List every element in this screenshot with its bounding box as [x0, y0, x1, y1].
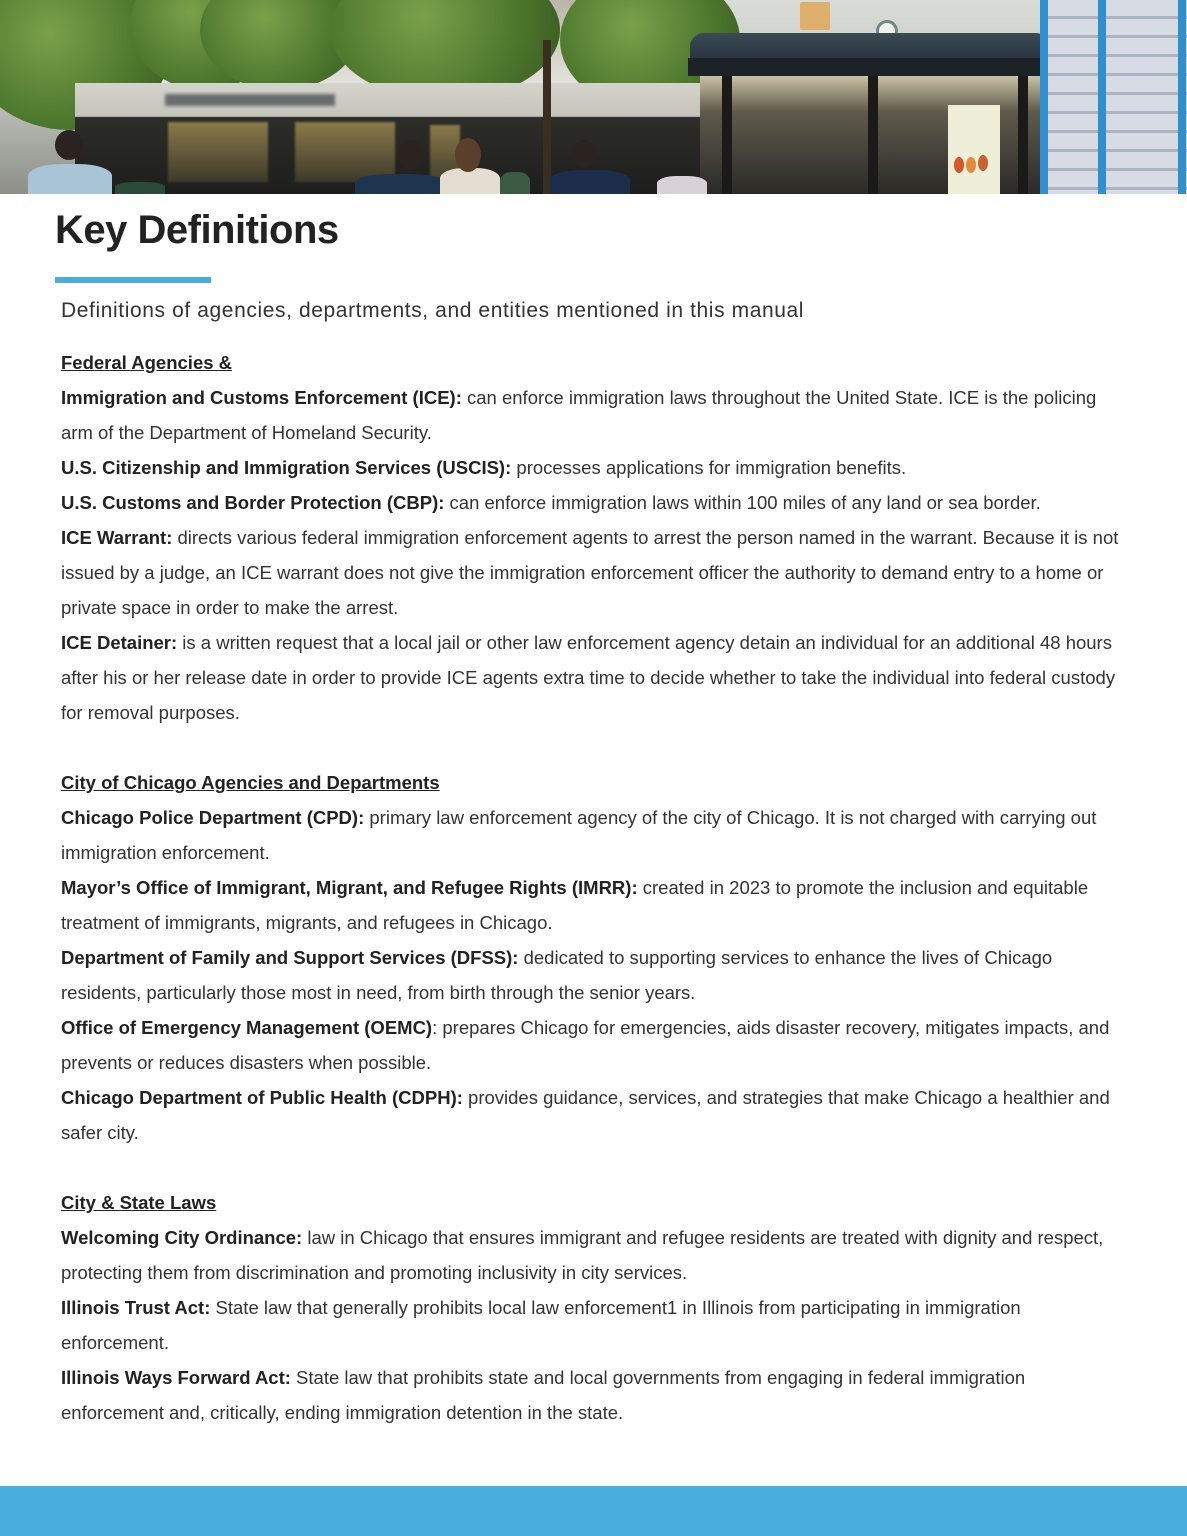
bus-shelter-sign-band — [688, 58, 1052, 76]
definition-dfss — [61, 940, 1131, 1010]
definition-term: Welcoming City Ordinance: — [61, 1227, 303, 1248]
definition-term: Mayor’s Office of Immigrant, Migrant, and Refugee Rights (IMRR): — [61, 877, 638, 898]
definition-text: is a written request that a local jail or other law enforcement agency detain an individual for an additional 48 hours after his or her release date in order to provide ICE agents extra time to decide whether to take the individual into federal custody for removal purposes. — [61, 632, 1116, 723]
definition-term: U.S. Citizenship and Immigration Services (USCIS): — [61, 457, 512, 478]
definition-term: Office of Emergency Management (OEMC) — [61, 1017, 433, 1038]
definition-text: : prepares Chicago for emergencies, aids disaster recovery, mitigates impacts, and prevents or reduces disasters when possible. — [61, 1017, 1110, 1073]
tree-trunk — [543, 40, 551, 194]
bus-window — [295, 122, 395, 182]
pedestrian — [550, 170, 630, 194]
page-subtitle: Definitions of agencies, departments, and entities mentioned in this manual — [61, 299, 805, 322]
pedestrian — [355, 174, 445, 194]
pedestrian — [28, 164, 112, 194]
definition-term: Immigration and Customs Enforcement (ICE): — [61, 387, 462, 408]
page-title: Key Definitions — [55, 208, 339, 252]
shelter-pole — [1018, 76, 1028, 194]
definition-text: processes applications for immigration benefits. — [511, 457, 907, 478]
lamp-glow — [800, 2, 830, 30]
blue-column — [1178, 0, 1186, 194]
pedestrian — [500, 172, 530, 194]
definition-cdph — [61, 1080, 1131, 1150]
definition-text: law in Chicago that ensures immigrant and refugee residents are treated with dignity and respect, protecting them from discrimination and promoting inclusivity in city services. — [61, 1227, 1104, 1283]
blue-column — [1098, 0, 1106, 194]
definition-illinois-ways-forward-act — [61, 1360, 1131, 1430]
definition-text: State law that prohibits state and local governments from engaging in federal immigration enforcement and, critically, ending immigration detention in the state. — [61, 1367, 1026, 1423]
definition-term: ICE Detainer: — [61, 632, 178, 653]
definition-text: can enforce immigration laws throughout the United State. ICE is the policing arm of the Department of Homeland Security. — [61, 387, 1097, 443]
section-heading-city-state-laws: City & State Laws — [61, 1192, 217, 1213]
definition-oemc — [61, 1010, 1131, 1080]
definition-term: Chicago Police Department (CPD): — [61, 807, 365, 828]
definition-ice — [61, 380, 1131, 450]
definition-text: State law that generally prohibits local law enforcement1 in Illinois from participating in immigration enforcement. — [61, 1297, 1021, 1353]
definition-term: ICE Warrant: — [61, 527, 173, 548]
right-building — [1040, 0, 1187, 194]
definition-welcoming-city-ordinance — [61, 1220, 1131, 1290]
pedestrian — [657, 176, 707, 194]
definition-text: directs various federal immigration enforcement agents to arrest the person named in the warrant. Because it is not issued by a judge, an ICE warrant does not give the immigration enforcement officer the authority to demand entry to a home or private space in order to make the arrest. — [61, 527, 1119, 618]
title-accent-bar — [55, 277, 211, 283]
definition-text: primary law enforcement agency of the city of Chicago. It is not charged with carrying out immigration enforcement. — [61, 807, 1097, 863]
shelter-pole — [868, 76, 878, 194]
definition-ice-detainer — [61, 625, 1131, 730]
definition-text: can enforce immigration laws within 100 miles of any land or sea border. — [444, 492, 1041, 513]
definition-ice-warrant — [61, 520, 1131, 625]
definition-cbp — [61, 485, 1131, 520]
bus-window — [168, 122, 268, 182]
footer-color-band — [0, 1486, 1187, 1536]
shelter-pole — [722, 76, 732, 194]
definitions-content — [61, 345, 1131, 1430]
definition-text: dedicated to supporting services to enhance the lives of Chicago residents, particularly those most in need, from birth through the senior years. — [61, 947, 1053, 1003]
definition-uscis — [61, 450, 1131, 485]
header-photo — [0, 0, 1187, 194]
pedestrian — [440, 168, 500, 194]
definition-term: Illinois Trust Act: — [61, 1297, 211, 1318]
section-spacer — [61, 730, 1131, 765]
section-heading-federal-agencies: Federal Agencies & — [61, 352, 233, 373]
definition-cpd — [61, 800, 1131, 870]
section-spacer — [61, 1150, 1131, 1185]
pedestrian — [115, 182, 165, 194]
definition-text: provides guidance, services, and strategies that make Chicago a healthier and safer city. — [61, 1087, 1110, 1143]
blue-column — [1040, 0, 1048, 194]
bus-destination-sign — [165, 94, 335, 106]
definition-imrr — [61, 870, 1131, 940]
definition-text: created in 2023 to promote the inclusion and equitable treatment of immigrants, migrants, and refugees in Chicago. — [61, 877, 1089, 933]
definition-term: Department of Family and Support Services (DFSS): — [61, 947, 519, 968]
definition-term: U.S. Customs and Border Protection (CBP): — [61, 492, 445, 513]
definition-illinois-trust-act — [61, 1290, 1131, 1360]
shelter-advertisement — [948, 105, 1000, 194]
definition-term: Illinois Ways Forward Act: — [61, 1367, 291, 1388]
section-heading-city-agencies: City of Chicago Agencies and Departments — [61, 772, 440, 793]
definition-term: Chicago Department of Public Health (CDPH): — [61, 1087, 463, 1108]
